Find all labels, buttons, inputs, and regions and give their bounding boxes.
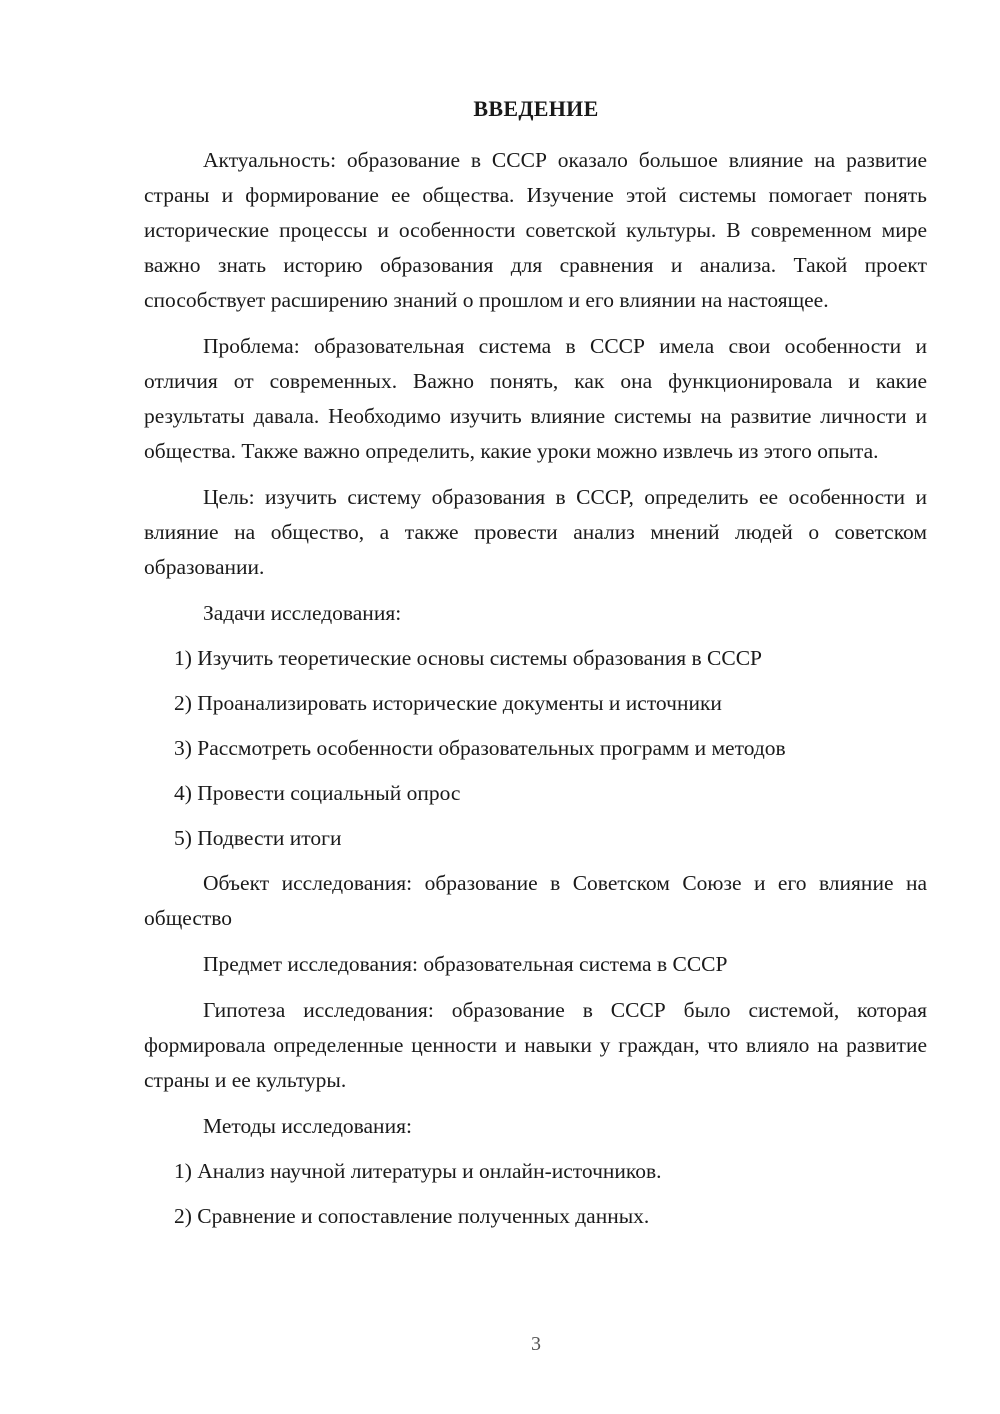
goal-paragraph: Цель: изучить систему образования в СССР, определить ее особенности и влияние на общество, а также провести анализ мнений людей о советском образовании. — [144, 485, 927, 579]
relevance-paragraph: Актуальность: образование в СССР оказало большое влияние на развитие страны и формирование ее общества. Изучение этой системы помогает понять исторические процессы и особенности советской культуры. В современном мире важно знать историю образования для сравнения и анализа. Такой проект способствует расширению знаний о прошлом и его влиянии на настоящее. — [144, 148, 927, 312]
hypothesis-paragraph: Гипотеза исследования: образование в СССР было системой, которая формировала определенные ценности и навыки у граждан, что влияло на развитие страны и ее культуры. — [144, 998, 927, 1092]
problem-paragraph: Проблема: образовательная система в СССР имела свои особенности и отличия от современных. Важно понять, как она функционировала и какие результаты давала. Необходимо изучить влияние системы на развитие личности и общества. Также важно определить, какие уроки можно извлечь из этого опыта. — [144, 334, 927, 463]
methods-heading: Методы исследования: — [203, 1114, 412, 1138]
methods-list — [144, 1154, 927, 1234]
method-item: 2) Сравнение и сопоставление полученных данных. — [174, 1204, 650, 1228]
tasks-list — [144, 641, 927, 856]
task-item: 2) Проанализировать исторические документы и источники — [174, 691, 722, 715]
task-item: 3) Рассмотреть особенности образовательных программ и методов — [174, 736, 786, 760]
page-number: 3 — [531, 1333, 541, 1355]
object-paragraph: Объект исследования: образование в Советском Союзе и его влияние на общество — [144, 871, 927, 930]
method-item: 1) Анализ научной литературы и онлайн-источников. — [174, 1159, 662, 1183]
task-item: 4) Провести социальный опрос — [174, 781, 461, 805]
task-item: 5) Подвести итоги — [174, 826, 342, 850]
section-title: ВВЕДЕНИЕ — [473, 96, 599, 121]
body-text — [144, 143, 927, 1244]
subject-paragraph: Предмет исследования: образовательная система в СССР — [203, 952, 728, 976]
task-item: 1) Изучить теоретические основы системы образования в СССР — [174, 646, 762, 670]
tasks-heading: Задачи исследования: — [203, 601, 402, 625]
